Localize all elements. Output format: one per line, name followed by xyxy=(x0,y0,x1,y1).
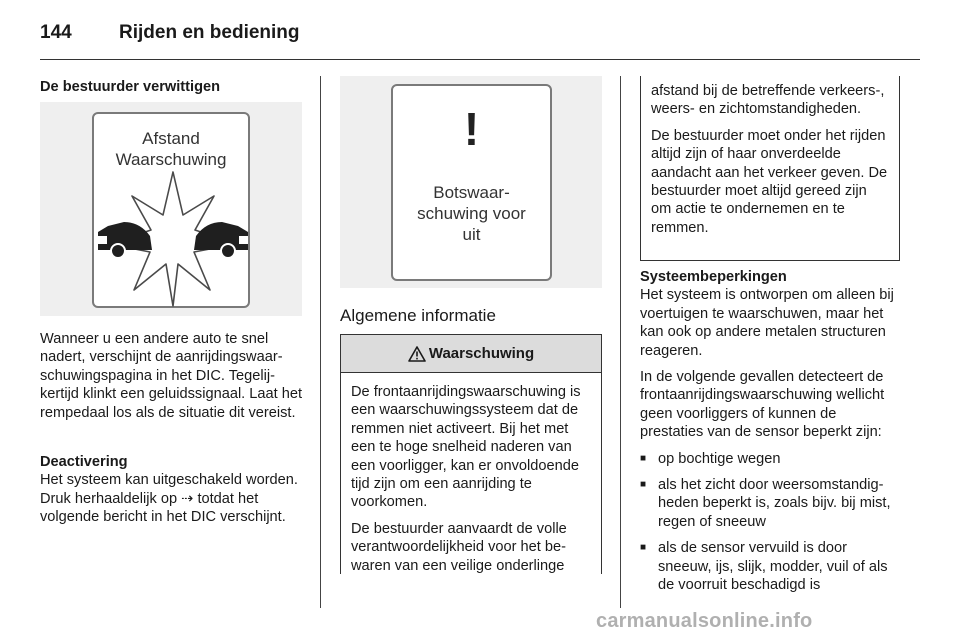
page-title: Rijden en bediening xyxy=(119,22,300,43)
figure-distance-warning xyxy=(40,102,302,316)
body-text-approach xyxy=(40,330,306,422)
section-heading-warn-driver: De bestuurder verwittigen xyxy=(40,79,221,95)
continued-paragraph-1: afstand bij de betreffende verkeers-, weers- en zichtomstandigheden. xyxy=(651,83,885,118)
sign-label-line2: Waarschuwing xyxy=(115,150,227,169)
list-item: ■ als de sensor vervuild is door sneeuw, ijs, slijk, modder, vuil of als de voorruit beschadigd is xyxy=(640,539,902,594)
column-divider-right xyxy=(620,76,621,608)
section-heading-general: Algemene informatie xyxy=(340,306,496,325)
warning-box-body xyxy=(341,373,601,575)
system-limits-block xyxy=(640,268,902,595)
warning-box-continued xyxy=(640,76,900,261)
deactivation-block xyxy=(40,453,306,527)
page-number: 144 xyxy=(40,22,72,43)
figure-system-off xyxy=(340,76,602,288)
continued-paragraph-2: De bestuurder moet onder het rijden altijd zijn of haar onverdeelde aandacht aan het verkeer geven. De bestuurder moet altijd gereed zijn om actie te ondernemen en te remmen. xyxy=(651,127,888,236)
limits-list xyxy=(640,450,902,595)
off-label-line3: uit xyxy=(462,225,481,244)
off-label-line1: Botswaar- xyxy=(433,183,510,202)
system-off-sign xyxy=(391,84,552,281)
column-divider-left xyxy=(320,76,321,608)
warning-box xyxy=(340,334,602,574)
warning-paragraph-1: De frontaanrijdingswaarschuwing is een waarschuwingssysteem dat de remmen niet activeert. Bij het met een te hoge snelheid naderen van een voorligger, kan er onvoldoende tijd zijn om een aanrijding te voorkomen. xyxy=(351,384,581,511)
watermark: carmanualsonline.info xyxy=(596,610,813,632)
warning-triangle-icon xyxy=(408,346,426,362)
exclamation-icon: ! xyxy=(463,103,480,155)
warning-box-continued-body xyxy=(641,76,899,237)
warning-box-header xyxy=(341,335,601,373)
deactivation-text-after: totdat het volgende bericht in het DIC verschijnt. xyxy=(40,490,286,526)
page-header xyxy=(40,18,920,60)
deactivation-text xyxy=(40,471,306,526)
system-limits-heading: Systeembeperkingen xyxy=(640,269,787,285)
warning-title: Waarschuwing xyxy=(428,345,535,362)
deactivation-text-before: Het systeem kan uitgeschakeld worden. Druk herhaaldelijk op xyxy=(40,472,298,507)
sign-label-line1: Afstand xyxy=(142,129,200,148)
system-limits-text: Het systeem is ontworpen om alleen bij voertuigen te waarschuwen, maar het kan ook op andere metalen structuren reageren. xyxy=(640,287,894,359)
cases-intro: In de volgende gevallen detecteert de frontaanrijdingswaarschuwing wellicht geen voorliggers of kunnen de prestaties van de sensor beperkt zijn: xyxy=(640,369,885,441)
list-item: ■ op bochtige wegen xyxy=(640,450,902,468)
collision-graphic-icon xyxy=(94,170,252,310)
deactivation-heading: Deactivering xyxy=(40,454,128,470)
distance-warning-sign xyxy=(92,112,250,308)
warning-paragraph-2: De bestuurder aanvaardt de volle verantwoordelijkheid voor het bewaren van een veilige onderlinge xyxy=(351,520,567,574)
off-label-line2: schuwing voor xyxy=(417,204,526,223)
steering-control-icon: ⇢ xyxy=(181,490,194,507)
list-item: ■ als het zicht door weersomstandigheden beperkt is, zoals bijv. bij mist, regen of sneeuw xyxy=(640,476,902,531)
paragraph-approach: Wanneer u een andere auto te snel nadert, verschijnt de aanrijdingswaarschuwingspagina in het DIC. Tegelijkertijd klinkt een geluidssignaal. Laat het rempedaal los als de situatie dit vereist. xyxy=(40,331,303,421)
